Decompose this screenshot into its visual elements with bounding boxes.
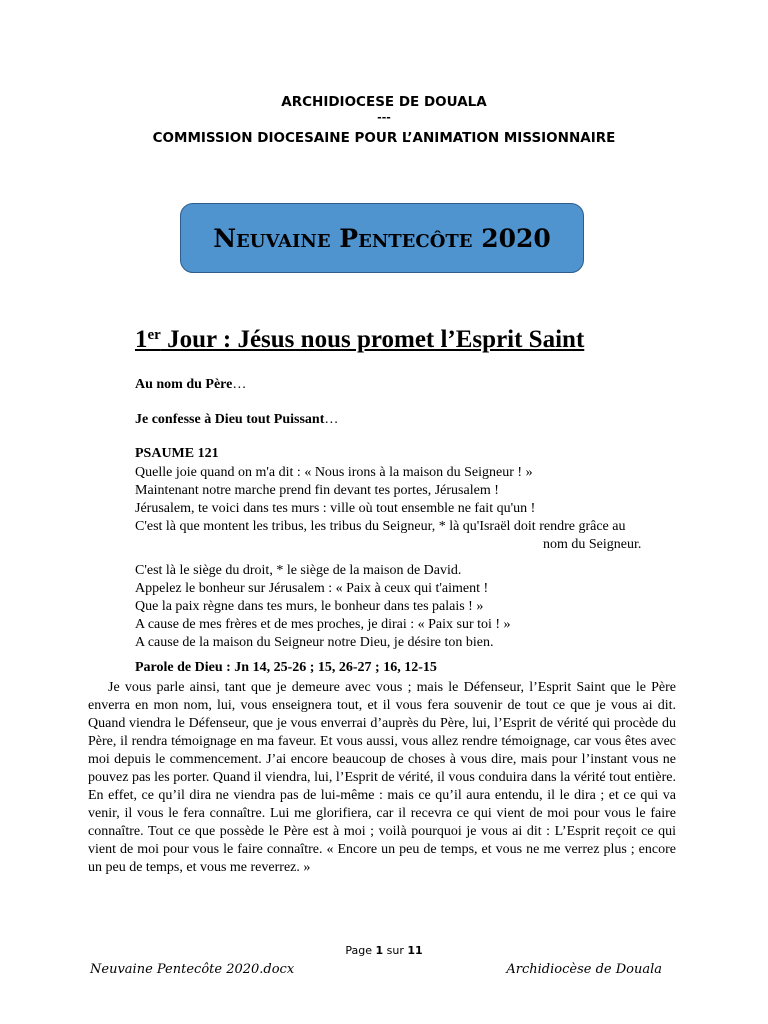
psalm-line: A cause de mes frères et de mes proches, je dirai : « Paix sur toi ! »: [135, 617, 511, 632]
prayer-sign-of-cross: [135, 377, 246, 393]
page-prefix: Page: [345, 944, 376, 957]
prayer-ellipsis: …: [232, 377, 247, 392]
day-title: [135, 326, 584, 354]
prayer-confiteor: [135, 412, 338, 428]
header-diocese: ARCHIDIOCESE DE DOUALA: [281, 94, 487, 110]
title-banner: [180, 203, 584, 273]
psalm-heading: PSAUME 121: [135, 446, 219, 461]
footer-organization: Archidiocèse de Douala: [506, 962, 662, 977]
psalm-line: nom du Seigneur.: [543, 537, 642, 552]
header-commission: COMMISSION DIOCESAINE POUR L’ANIMATION MISSIONNAIRE: [152, 130, 616, 146]
header-separator: ---: [377, 111, 391, 124]
footer-filename: Neuvaine Pentecôte 2020.docx: [90, 962, 295, 977]
reading-text: Je vous parle ainsi, tant que je demeure avec vous ; mais le Défenseur, l’Esprit Saint que le Père enverra en mon nom, lui, vous enseignera tout, et il vous fera souvenir de tout ce que je vous ai dit. Quand viendra le Défenseur, que je vous enverrai d’auprès du Père, lui, l’Esprit de vérité qui procède du Père, il rendra témoignage en ma faveur. Et vous aussi, vous allez rendre témoignage, car vous êtes avec moi depuis le commencement. J’ai encore beaucoup de choses à vous dire, mais pour l’instant vous ne pouvez pas les porter. Quand il viendra, lui, l’Esprit de vérité, il vous conduira dans la vérité tout entière. En effet, ce qu’il dira ne viendra pas de lui-même : mais ce qu’il aura entendu, il le dira ; et ce qui va venir, il vous le fera connaître. Lui me glorifiera, car il recevra ce qui vient de moi pour vous le faire connaître. Tout ce que possède le Père est à moi ; voilà pourquoi je vous ai dit : L’Esprit reçoit ce qui vient de moi pour vous le faire connaître. « Encore un peu de temps, et vous ne me verrez plus ; encore un peu de temps, et vous me reverrez. »: [88, 680, 676, 875]
psalm-line: Jérusalem, te voici dans tes murs : ville où tout ensemble ne fait qu'un !: [135, 501, 536, 516]
page-number: [0, 944, 768, 957]
day-title-text: Jour : Jésus nous promet l’Esprit Saint: [160, 326, 585, 353]
page-total: 11: [407, 944, 423, 957]
psalm-line: C'est là le siège du droit, * le siège de la maison de David.: [135, 563, 462, 578]
prayer-ellipsis: …: [324, 412, 339, 427]
psalm-line: A cause de la maison du Seigneur notre Dieu, je désire ton bien.: [135, 635, 494, 650]
psalm-line: Appelez le bonheur sur Jérusalem : « Paix à ceux qui t'aiment !: [135, 581, 489, 596]
psalm-line: Que la paix règne dans tes murs, le bonheur dans tes palais ! »: [135, 599, 484, 614]
page-current: 1: [375, 944, 384, 957]
psalm-line: Maintenant notre marche prend fin devant tes portes, Jérusalem !: [135, 483, 499, 498]
reading-heading: Parole de Dieu : Jn 14, 25-26 ; 15, 26-27 ; 16, 12-15: [135, 660, 437, 675]
page-mid: sur: [383, 944, 408, 957]
psalm-text: [135, 464, 675, 652]
day-number: 1: [135, 326, 148, 353]
psalm-line: C'est là que montent les tribus, les tribus du Seigneur, * là qu'Israël doit rendre grâce au: [135, 519, 626, 534]
document-title: Neuvaine Pentecôte 2020: [213, 223, 551, 253]
psalm-line: Quelle joie quand on m'a dit : « Nous irons à la maison du Seigneur ! »: [135, 465, 533, 480]
day-ordinal: er: [147, 327, 161, 343]
prayer-text: Je confesse à Dieu tout Puissant: [135, 412, 325, 427]
prayer-text: Au nom du Père: [135, 377, 233, 392]
